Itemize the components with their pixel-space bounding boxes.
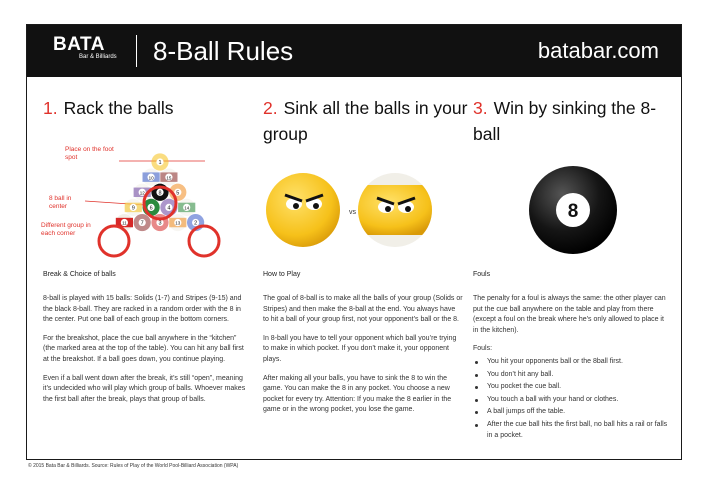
body-break bbox=[43, 294, 248, 413]
foul-text: You hit your opponents ball or the 8ball first. bbox=[487, 357, 623, 365]
heading-win bbox=[473, 95, 673, 147]
rack-ball-label: 15 bbox=[166, 175, 172, 181]
annotation-eight-center: 8 ball in center bbox=[49, 195, 72, 210]
bullet-icon bbox=[475, 386, 478, 389]
annotation-foot-spot: Place on the foot spot bbox=[65, 146, 114, 161]
subheading-fouls: Fouls bbox=[473, 271, 491, 278]
logo-subtitle: Bar & Billiards bbox=[79, 54, 117, 60]
fouls-list bbox=[473, 357, 669, 441]
rack-ball-label: 8 bbox=[158, 190, 162, 197]
rack-ball bbox=[143, 169, 160, 186]
paragraph: For the breakshot, place the cue ball anywhere in the “kitchen” (the marked area at the top of the table). You can hit any ball first at the breakshot. If a ball goes down, you continue playing. bbox=[43, 334, 244, 363]
step-number-1: 1. bbox=[43, 98, 58, 118]
foul-text: A ball jumps off the table. bbox=[487, 408, 566, 416]
list-item bbox=[473, 382, 669, 393]
footer-credit: © 2015 Bata Bar & Billiards. Source: Rules of Play of the World Pool-Billiard Association (WPA) bbox=[28, 463, 239, 469]
foul-text: After the cue ball hits the first ball, no ball hits a rail or falls in a pocket. bbox=[487, 420, 668, 439]
rack-ball-label: 14 bbox=[184, 205, 190, 211]
paragraph: After making all your balls, you have to sink the 8 to win the game. You can make the 8 in any pocket. You choose a new pocket for every try. Attention: If you make the 8 earlier in the game or in the wrong pocket, you lose the game. bbox=[263, 374, 452, 414]
rack-ball bbox=[134, 214, 151, 231]
foul-text: You pocket the cue ball. bbox=[487, 383, 562, 391]
column-win bbox=[473, 77, 673, 147]
eight-ball bbox=[529, 166, 617, 254]
bullet-icon bbox=[475, 424, 478, 427]
striped-ball-character bbox=[357, 173, 437, 247]
list-item bbox=[473, 357, 669, 368]
paragraph: The penalty for a foul is always the same: the other player can put the cue ball anywhere on the table and play from there (except a foul on the break where he’s only allowed to place it in the kitchen). bbox=[473, 295, 666, 334]
heading-sink-text: Sink all the balls in your group bbox=[263, 98, 468, 144]
rack-ball-label: 4 bbox=[167, 205, 171, 212]
rack-ball-label: 12 bbox=[139, 190, 145, 196]
fouls-label: Fouls: bbox=[473, 345, 493, 353]
paragraph: Even if a ball went down after the break, it’s still “open”, meaning it’s undecided who will play which group of balls. Whoever makes the first ball after the break, plays that group of balls. bbox=[43, 374, 246, 403]
column-sink bbox=[263, 77, 468, 147]
rack-ball-label: 7 bbox=[140, 220, 144, 227]
rules-card bbox=[26, 24, 682, 460]
vs-label: vs bbox=[349, 209, 356, 216]
foul-text: You touch a ball with your hand or clothes. bbox=[487, 395, 619, 403]
paragraph: 8-ball is played with 15 balls: Solids (1-7) and Stripes (9-15) and the black 8-ball. They are racked in a random order with the 8 in the center. Put one ball of each group in the bottom corners. bbox=[43, 295, 242, 324]
list-item bbox=[473, 370, 669, 381]
paragraph: In 8-ball you have to tell your opponent which ball you’re trying to make in which pocket. If you don’t make it, your opponent plays. bbox=[263, 334, 457, 363]
paragraph: The goal of 8-ball is to make all the balls of your group (Solids or Stripes) and then make the 8-ball at the end. You always have to hit a ball of your group first, not your opponent’s ball or the 8. bbox=[263, 295, 463, 324]
rack-ball bbox=[151, 153, 168, 170]
foul-text: You don’t hit any ball. bbox=[487, 370, 554, 378]
annotation-corners: Different group in each corner bbox=[41, 222, 91, 237]
rack-ball-label: 6 bbox=[149, 205, 153, 212]
heading-win-text: Win by sinking the 8-ball bbox=[473, 98, 657, 144]
rack-ball-label: 13 bbox=[175, 220, 181, 226]
rack-ball-label: 2 bbox=[194, 220, 198, 227]
list-item bbox=[473, 420, 669, 441]
rack-ball bbox=[178, 199, 195, 216]
heading-sink bbox=[263, 95, 468, 147]
heading-rack-text: Rack the balls bbox=[63, 98, 174, 118]
eight-ball-label: 8 bbox=[567, 201, 579, 222]
rack-ball-label: 11 bbox=[122, 220, 127, 226]
bullet-icon bbox=[475, 399, 478, 402]
rack-ball bbox=[125, 199, 142, 216]
bullet-icon bbox=[475, 361, 478, 364]
step-number-3: 3. bbox=[473, 98, 488, 118]
bullet-icon bbox=[475, 411, 478, 414]
corner-right-highlight-ring bbox=[189, 226, 219, 256]
subheading-break: Break & Choice of balls bbox=[43, 271, 116, 278]
rack-ball bbox=[169, 214, 186, 231]
logo-wordmark: BATA bbox=[53, 34, 105, 55]
rack-ball-label: 9 bbox=[131, 205, 135, 212]
list-item bbox=[473, 407, 669, 418]
site-link[interactable]: batabar.com bbox=[537, 38, 659, 63]
body-how-to-play bbox=[263, 294, 463, 424]
rack-ball-label: 5 bbox=[176, 190, 180, 197]
list-item bbox=[473, 395, 669, 406]
rack-ball-label: 1 bbox=[158, 160, 162, 167]
solid-ball-character bbox=[266, 173, 340, 247]
corner-left-highlight-ring bbox=[99, 226, 129, 256]
page-title: 8-Ball Rules bbox=[153, 36, 294, 66]
rack-ball-label: 3 bbox=[158, 220, 162, 227]
step-number-2: 2. bbox=[263, 98, 278, 118]
body-fouls bbox=[473, 294, 669, 443]
rack-ball-label: 10 bbox=[148, 175, 154, 181]
subheading-how-to-play: How to Play bbox=[263, 271, 301, 278]
rack-ball bbox=[160, 169, 177, 186]
bullet-icon bbox=[475, 374, 478, 377]
